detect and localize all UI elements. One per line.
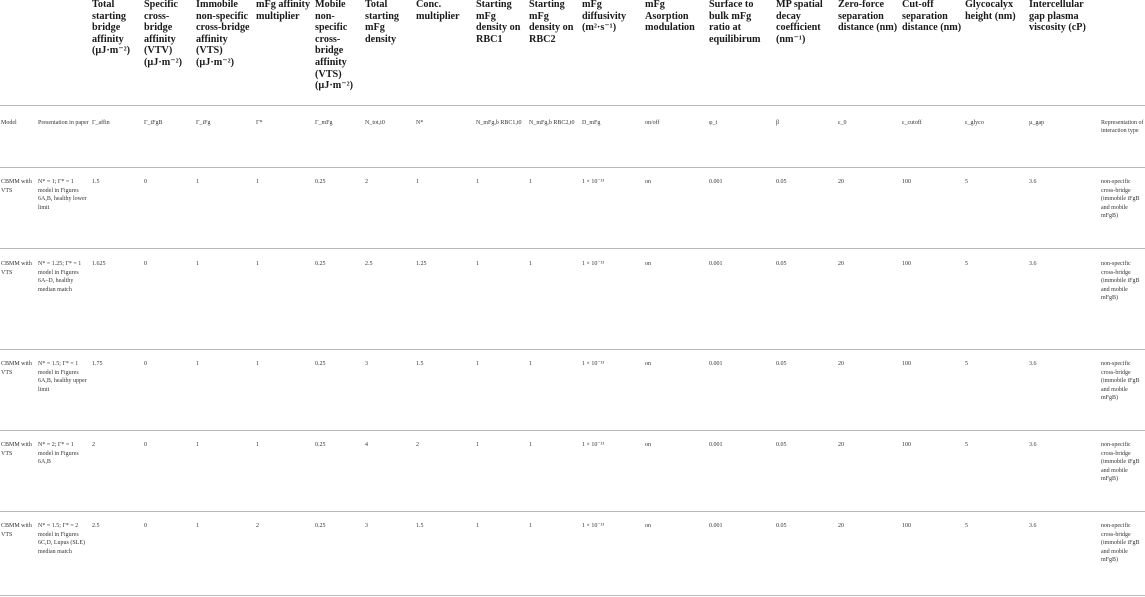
table-cell: CBMM with VTS <box>1 179 32 194</box>
column-header: mFg diffusivity (m²·s⁻¹) <box>582 0 627 34</box>
column-header: Immobile non-specific cross-bridge affinity (VTS) (µJ·m⁻²) <box>196 0 250 68</box>
table-cell: 20 <box>838 361 844 367</box>
table-cell: 1 <box>196 361 199 367</box>
table-cell: 1 <box>256 361 259 367</box>
table-cell: 20 <box>838 179 844 185</box>
bottom-rule <box>0 595 1145 596</box>
table-cell: 100 <box>902 261 911 267</box>
column-symbol: N* <box>416 120 424 126</box>
table-cell: 0 <box>144 179 147 185</box>
table-cell: 0.001 <box>709 261 723 267</box>
column-symbol: Γ* <box>256 120 263 126</box>
column-symbol: Representation of interaction type <box>1101 120 1144 134</box>
table-cell: N* = 2; Γ* = 1 model in Figures 6A,B <box>38 442 79 466</box>
table-cell: 1 <box>529 361 532 367</box>
column-header: Zero-force separation distance (nm) <box>838 0 898 34</box>
table-cell: 1 <box>476 361 479 367</box>
table-cell: 0.25 <box>315 179 326 185</box>
table-cell: 3.6 <box>1029 523 1037 529</box>
table-cell: 1 <box>256 179 259 185</box>
table-cell: 0.001 <box>709 442 723 448</box>
table-cell: 0.001 <box>709 523 723 529</box>
table-cell: on <box>645 361 651 367</box>
table-cell: 1.75 <box>92 361 103 367</box>
column-symbol: Γ_affin <box>92 120 110 126</box>
table-cell: 0.25 <box>315 261 326 267</box>
table-cell: 5 <box>965 179 968 185</box>
table-cell: 1 <box>476 523 479 529</box>
table-cell: N* = 1.5; Γ* = 2 model in Figures 6C,D, Lupus (SLE) median match <box>38 523 85 555</box>
table-cell: 1 <box>529 261 532 267</box>
table-cell: 1 <box>476 442 479 448</box>
column-header: Starting mFg density on RBC2 <box>529 0 574 45</box>
table-cell: 0.25 <box>315 361 326 367</box>
column-symbol: N_tot,t0 <box>365 120 385 126</box>
column-symbol: µ_gap <box>1029 120 1045 126</box>
column-symbol: N_mFg,b RBC1,t0 <box>476 120 522 126</box>
table-cell: 1 <box>476 261 479 267</box>
table-cell: on <box>645 442 651 448</box>
table-cell: 5 <box>965 523 968 529</box>
table-cell: 1 × 10⁻¹³ <box>582 523 605 529</box>
row-rule <box>0 511 1145 512</box>
table-cell: 0.001 <box>709 179 723 185</box>
table-cell: 5 <box>965 442 968 448</box>
table-cell: 2.5 <box>365 261 373 267</box>
table-cell: 1 <box>256 442 259 448</box>
column-header: Intercellular gap plasma viscosity (cP) <box>1029 0 1086 34</box>
column-symbol: ε_glyco <box>965 120 984 126</box>
table-cell: 3.6 <box>1029 361 1037 367</box>
table-cell: 1 <box>529 179 532 185</box>
table-cell: 1 <box>196 523 199 529</box>
column-symbol: Γ_iFgB <box>144 120 163 126</box>
column-symbol: Presentation in paper <box>38 120 89 126</box>
table-cell: 20 <box>838 523 844 529</box>
table-cell: 100 <box>902 442 911 448</box>
table-cell: 1 <box>196 179 199 185</box>
table-cell: 0 <box>144 261 147 267</box>
table-cell: non-specific cross-bridge (immobile iFgB and mobile mFgB) <box>1101 442 1140 483</box>
table-cell: on <box>645 179 651 185</box>
table-cell: 2 <box>92 442 95 448</box>
table-cell: 1 <box>529 442 532 448</box>
column-symbol: D_mFg <box>582 120 601 126</box>
table-cell: N* = 1.5; Γ* = 1 model in Figures 6A,B, healthy upper limit <box>38 361 87 393</box>
row-rule <box>0 167 1145 168</box>
table-cell: on <box>645 261 651 267</box>
table-cell: 1 <box>476 179 479 185</box>
table-cell: 3.6 <box>1029 442 1037 448</box>
table-cell: 3 <box>365 523 368 529</box>
table-cell: 1 × 10⁻¹³ <box>582 361 605 367</box>
table-cell: 1 <box>416 179 419 185</box>
column-header: Starting mFg density on RBC1 <box>476 0 521 45</box>
column-header: Conc. multiplier <box>416 0 460 22</box>
table-cell: non-specific cross-bridge (immobile iFgB and mobile mFgB) <box>1101 361 1140 402</box>
column-header: Specific cross-bridge affinity (VTV) (µJ·m⁻²) <box>144 0 183 68</box>
table-cell: 0 <box>144 523 147 529</box>
table-cell: 2 <box>256 523 259 529</box>
table-cell: 2.5 <box>92 523 100 529</box>
table-cell: 3.6 <box>1029 179 1037 185</box>
row-rule <box>0 349 1145 350</box>
column-header: mFg Asorption modulation <box>645 0 695 34</box>
column-header: Cut-off separation distance (nm) <box>902 0 962 34</box>
table-cell: non-specific cross-bridge (immobile iFgB and mobile mFgB) <box>1101 179 1140 220</box>
table-cell: 1 × 10⁻¹³ <box>582 261 605 267</box>
column-header: MP spatial decay coefficient (nm⁻¹) <box>776 0 823 45</box>
table-cell: 100 <box>902 523 911 529</box>
table-cell: CBMM with VTS <box>1 361 32 376</box>
table-cell: 0.25 <box>315 442 326 448</box>
row-rule <box>0 430 1145 431</box>
column-symbol: ε_0 <box>838 120 847 126</box>
table-cell: 1.625 <box>92 261 106 267</box>
table-cell: 1.25 <box>416 261 427 267</box>
table-cell: 0.05 <box>776 179 787 185</box>
table-cell: 1 <box>196 261 199 267</box>
table-cell: 2 <box>365 179 368 185</box>
table-cell: non-specific cross-bridge (immobile iFgB and mobile mFgB) <box>1101 261 1140 302</box>
column-symbol: Model <box>1 120 17 126</box>
table-cell: CBMM with VTS <box>1 261 32 276</box>
table-cell: 1.5 <box>416 361 424 367</box>
table-cell: 100 <box>902 361 911 367</box>
column-symbol: Γ_iFg <box>196 120 211 126</box>
table-cell: 0 <box>144 361 147 367</box>
table-cell: 0.05 <box>776 442 787 448</box>
table-cell: 4 <box>365 442 368 448</box>
table-cell: on <box>645 523 651 529</box>
table-cell: 0.05 <box>776 361 787 367</box>
table-cell: 0 <box>144 442 147 448</box>
column-header: Surface to bulk mFg ratio at equilibirum <box>709 0 761 45</box>
table-cell: N* = 1; Γ* = 1 model in Figures 6A,B, healthy lower limit <box>38 179 87 211</box>
row-rule <box>0 248 1145 249</box>
table-cell: 0.05 <box>776 523 787 529</box>
table-cell: 1 × 10⁻¹³ <box>582 179 605 185</box>
table-cell: 5 <box>965 361 968 367</box>
table-cell: 100 <box>902 179 911 185</box>
column-symbol: ε_cutoff <box>902 120 922 126</box>
table-cell: 3.6 <box>1029 261 1037 267</box>
column-header: Total starting mFg density <box>365 0 399 45</box>
header-rule <box>0 105 1145 106</box>
table-cell: 20 <box>838 261 844 267</box>
table-cell: 20 <box>838 442 844 448</box>
table-cell: N* = 1.25; Γ* = 1 model in Figures 6A–D, healthy median match <box>38 261 82 293</box>
column-symbol: β <box>776 120 780 126</box>
table-cell: 2 <box>416 442 419 448</box>
table-cell: 0.05 <box>776 261 787 267</box>
column-symbol: N_mFg,b RBC2,t0 <box>529 120 575 126</box>
table-cell: 3 <box>365 361 368 367</box>
table-cell: CBMM with VTS <box>1 442 32 457</box>
table-cell: non-specific cross-bridge (immobile iFgB and mobile mFgB) <box>1101 523 1140 564</box>
table-cell: 0.001 <box>709 361 723 367</box>
table-cell: CBMM with VTS <box>1 523 32 538</box>
column-header: Glycocalyx height (nm) <box>965 0 1016 22</box>
table-cell: 1 × 10⁻¹³ <box>582 442 605 448</box>
table-cell: 1 <box>196 442 199 448</box>
column-symbol: on/off <box>645 120 660 126</box>
column-symbol: Γ_mFg <box>315 120 333 126</box>
column-header: Total starting bridge affinity (µJ·m⁻²) <box>92 0 131 57</box>
column-symbol: φ_t <box>709 120 718 126</box>
column-header: Mobile non-specific cross-bridge affinity (VTS) (µJ·m⁻²) <box>315 0 354 92</box>
table-cell: 1 <box>529 523 532 529</box>
table-cell: 1 <box>256 261 259 267</box>
table-cell: 5 <box>965 261 968 267</box>
column-header: mFg affinity multiplier <box>256 0 311 22</box>
table-cell: 1.5 <box>92 179 100 185</box>
table-cell: 0.25 <box>315 523 326 529</box>
table-cell: 1.5 <box>416 523 424 529</box>
